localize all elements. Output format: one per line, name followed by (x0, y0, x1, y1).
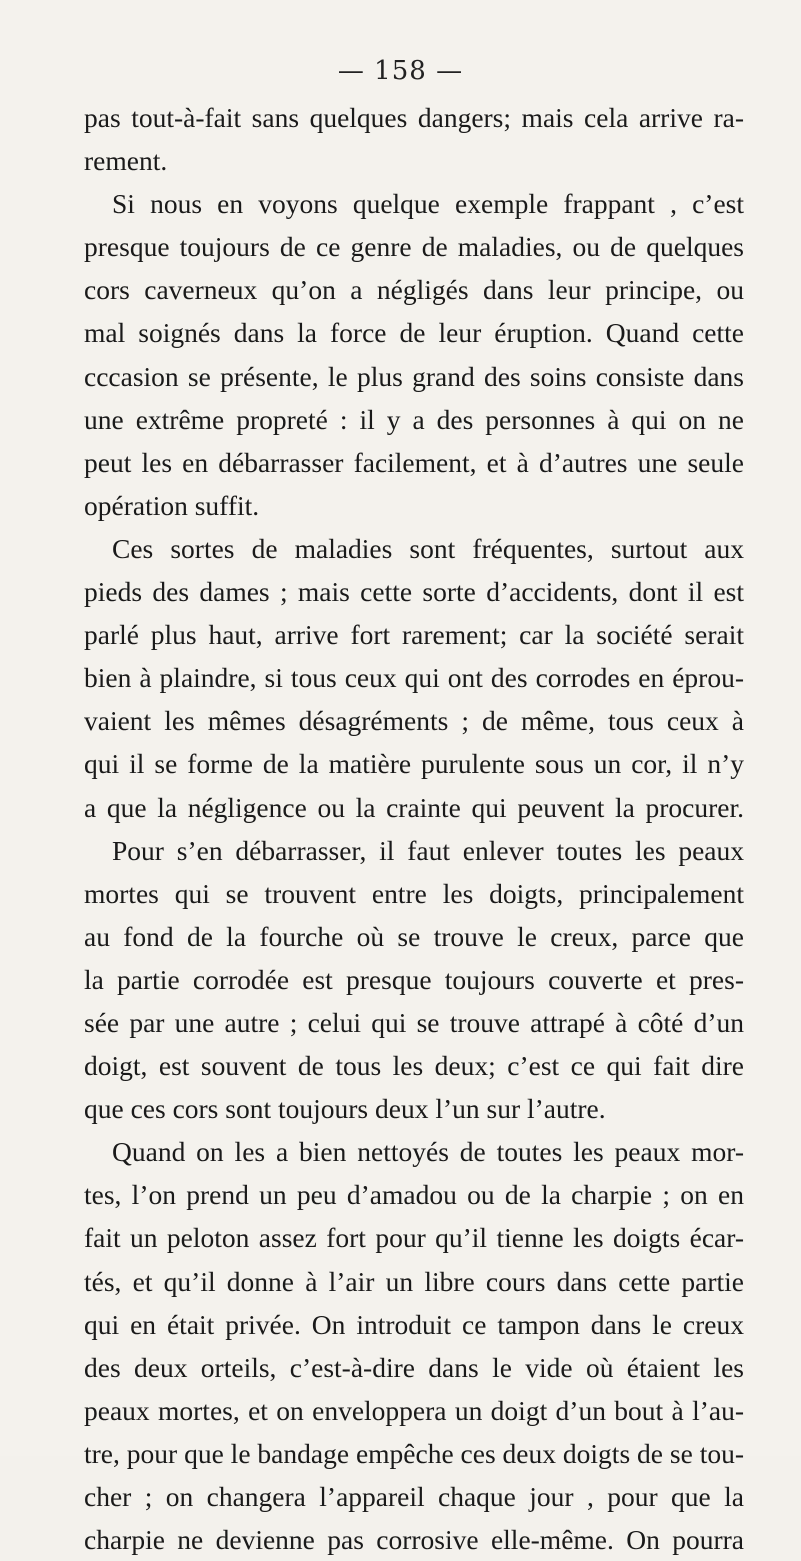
text-line: une extrême propreté : il y a des personnes à qui on ne (84, 403, 744, 435)
text-line: rement. (84, 145, 168, 177)
text-line: opération suffit. (84, 489, 260, 521)
text-line: au fond de la fourche où se trouve le creux, parce que (84, 920, 744, 952)
text-line: peut les en débarrasser facilement, et à d’autres une seule (84, 446, 744, 478)
text-line: tés, et qu’il donne à l’air un libre cours dans cette partie (84, 1265, 744, 1297)
text-line: vaient les mêmes désagréments ; de même, tous ceux à (84, 705, 744, 737)
text-line: des deux orteils, c’est-à-dire dans le vide où étaient les (84, 1351, 744, 1383)
text-line: qui il se forme de la matière purulente sous un cor, il n’y (84, 748, 744, 780)
text-line: presque toujours de ce genre de maladies, ou de quelques (84, 231, 744, 263)
text-line: tes, l’on prend un peu d’amadou ou de la charpie ; on en (84, 1179, 744, 1211)
text-line: Si nous en voyons quelque exemple frappant , c’est (112, 188, 744, 220)
text-line: pieds des dames ; mais cette sorte d’accidents, dont il est (84, 576, 744, 608)
text-line: cors caverneux qu’on a négligés dans leur principe, ou (84, 274, 744, 306)
text-line: bien à plaindre, si tous ceux qui ont des corrodes en éprou- (84, 662, 744, 694)
text-line: cher ; on changera l’appareil chaque jour , pour que la (84, 1481, 744, 1512)
text-line: doigt, est souvent de tous les deux; c’est ce qui fait dire (84, 1050, 744, 1082)
text-line: tre, pour que le bandage empêche ces deux doigts de se tou- (84, 1437, 744, 1469)
text-line: sée par une autre ; celui qui se trouve attrapé à côté d’un (84, 1006, 744, 1038)
text-line: pas tout-à-fait sans quelques dangers; mais cela arrive ra- (84, 102, 744, 133)
text-line: fait un peloton assez fort pour qu’il tienne les doigts écar- (84, 1222, 744, 1254)
text-line: peaux mortes, et on enveloppera un doigt d’un bout à l’au- (84, 1394, 744, 1426)
text-line: cccasion se présente, le plus grand des soins consiste dans (84, 360, 744, 392)
page-number: — 158 — (337, 56, 464, 86)
text-line: mal soignés dans la force de leur éruption. Quand cette (84, 317, 744, 349)
text-line: mortes qui se trouvent entre les doigts, principalement (84, 877, 744, 909)
text-line: Quand on les a bien nettoyés de toutes les peaux mor- (112, 1136, 744, 1168)
text-line: Ces sortes de maladies sont fréquentes, surtout aux (112, 532, 744, 564)
body-text (84, 96, 744, 1561)
text-line: charpie ne devienne pas corrosive elle-même. On pourra (84, 1524, 744, 1556)
text-line: qui en était privée. On introduit ce tampon dans le creux (84, 1308, 744, 1340)
text-line: la partie corrodée est presque toujours couverte et pres- (84, 963, 744, 995)
text-line: que ces cors sont toujours deux l’un sur l’autre. (84, 1093, 606, 1125)
text-line: a que la négligence ou la crainte qui peuvent la procurer. (84, 791, 744, 823)
text-line: Pour s’en débarrasser, il faut enlever toutes les peaux (112, 834, 744, 866)
text-line: parlé plus haut, arrive fort rarement; car la société serait (84, 619, 744, 651)
